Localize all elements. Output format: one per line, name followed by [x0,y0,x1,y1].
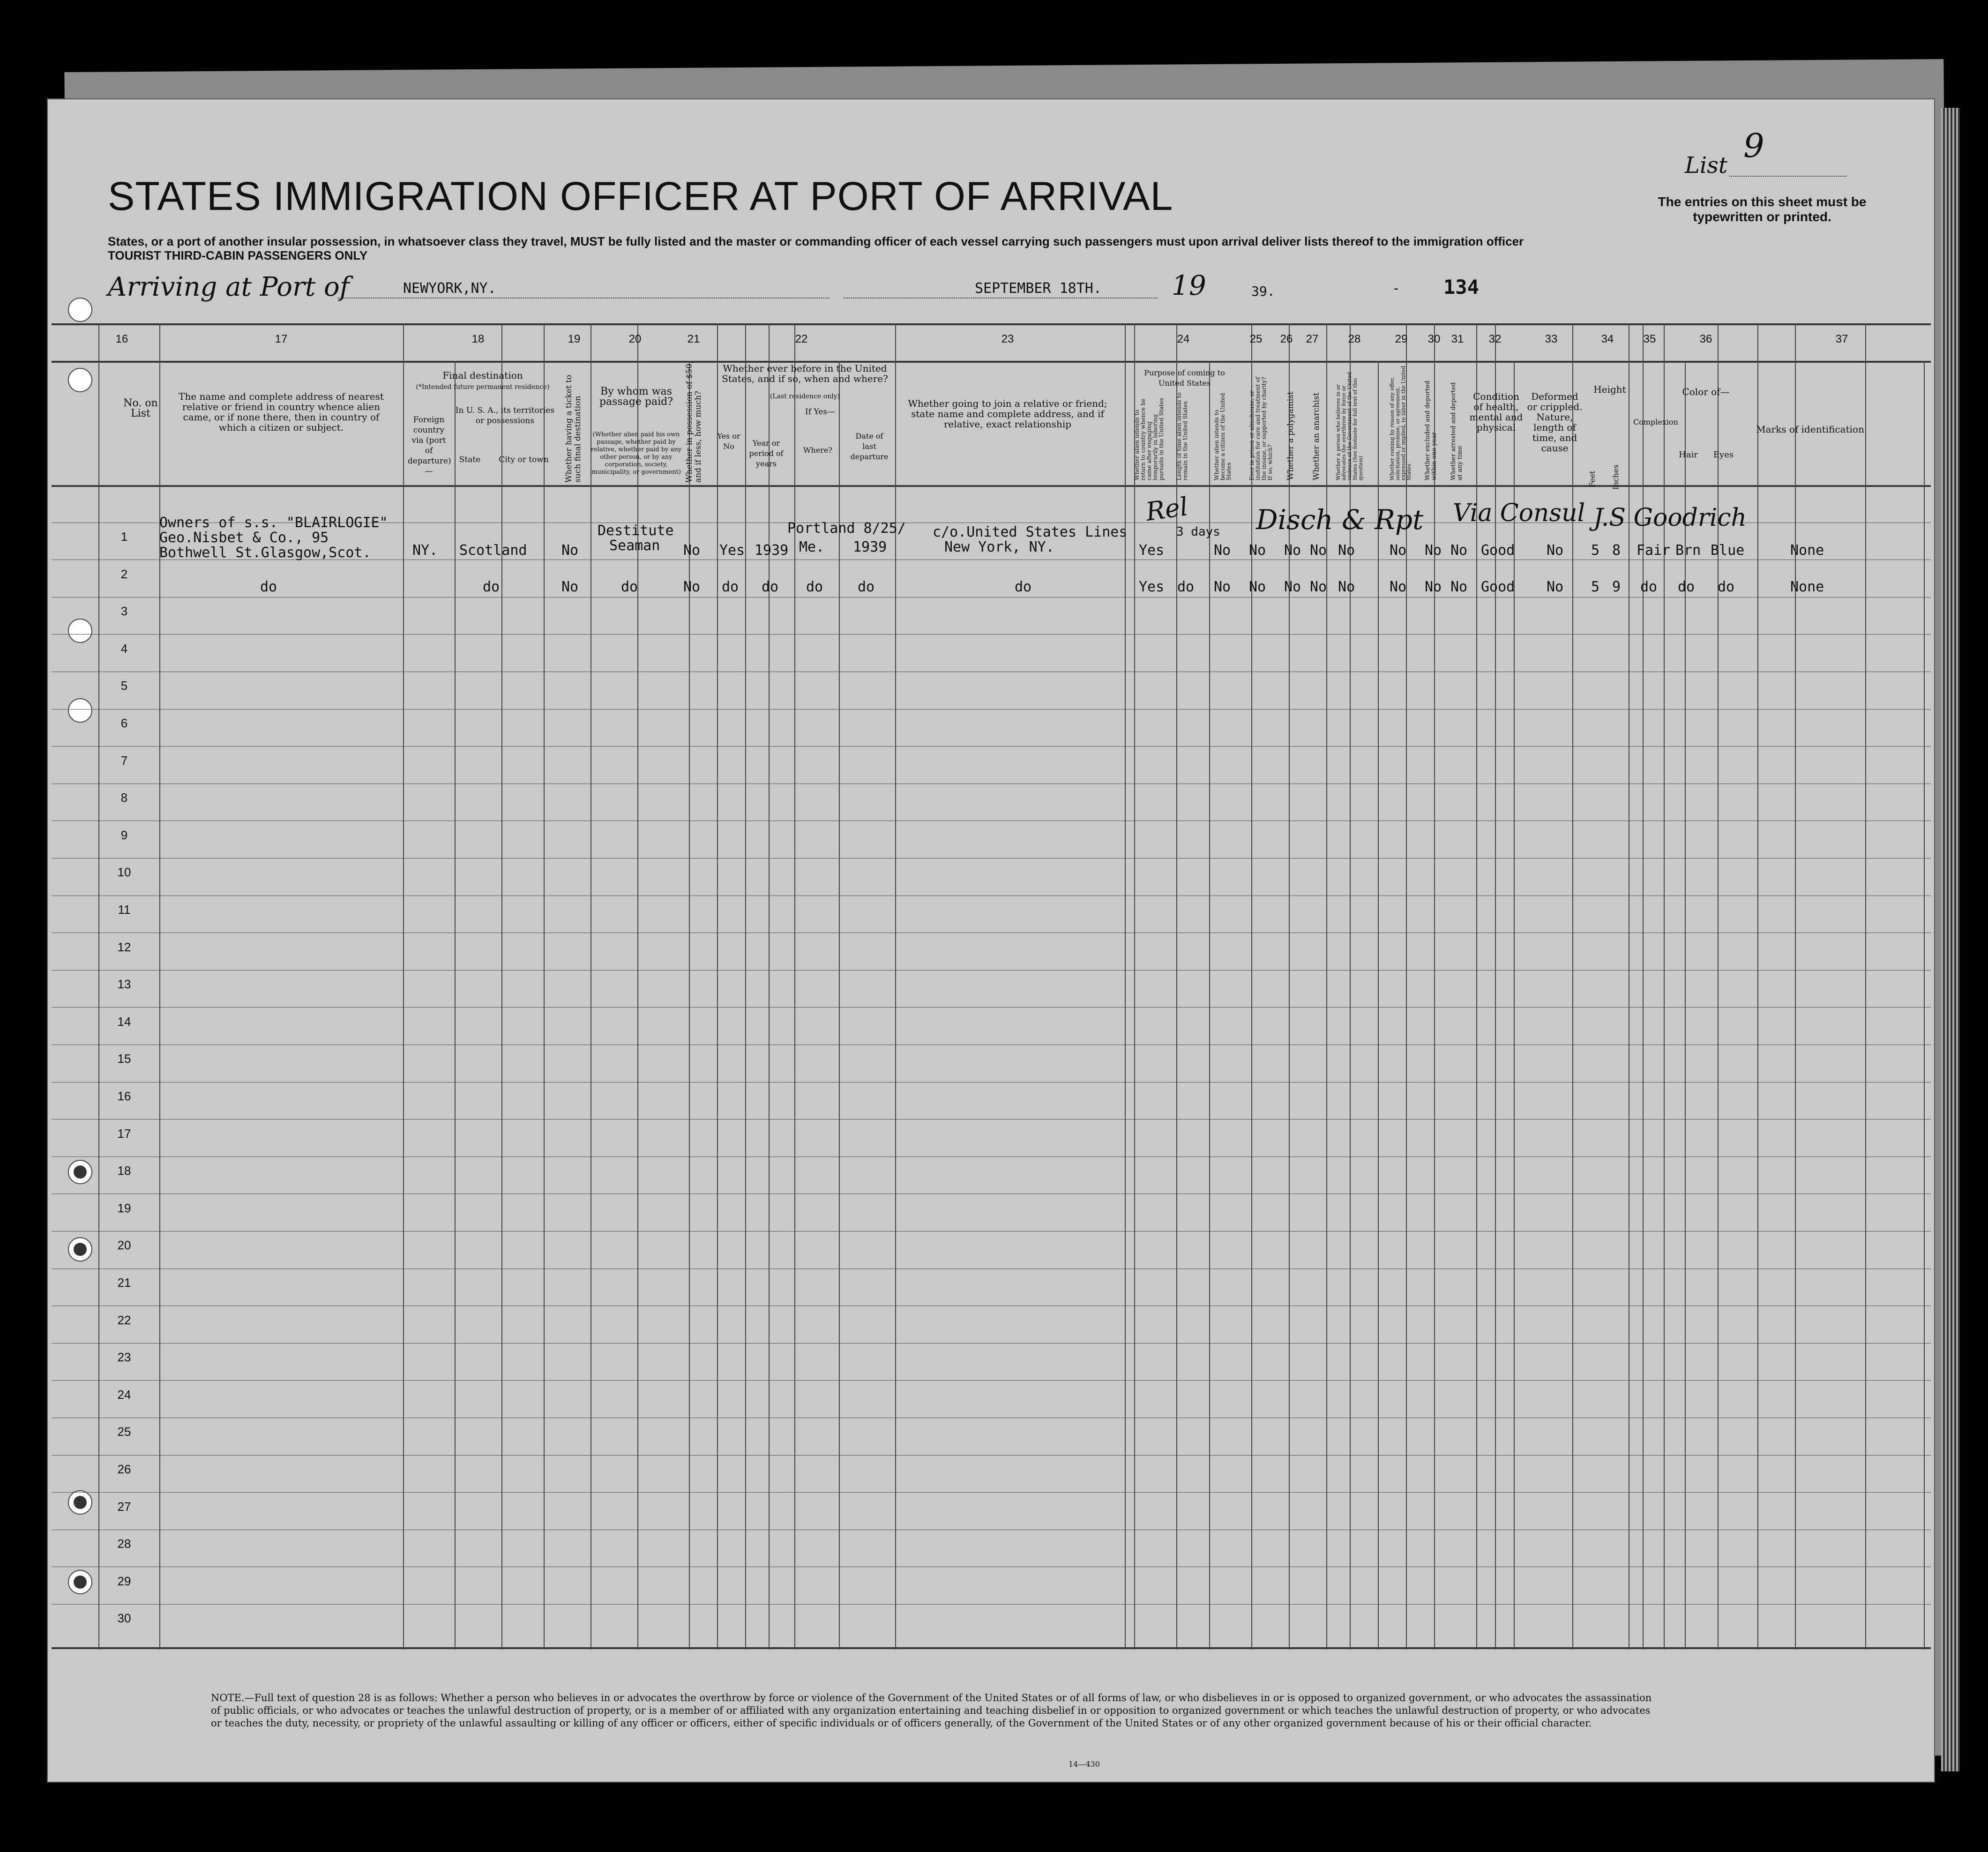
r1-where-line1: Portland 8/25/ [787,520,906,537]
r1-deformed: No [1547,542,1564,559]
row-rule [52,1455,1931,1456]
port-value: NEWYORK,NY. [403,280,496,297]
page-stack-edge [1941,108,1960,1771]
column-rule [544,323,545,1650]
r1-before: Yes [719,542,745,559]
r1-prison: No [1249,542,1266,559]
r1-anarchist: No [1310,542,1327,559]
column-number: 36 [1699,333,1712,345]
r2-join: do [1015,579,1032,595]
r2-purpose-c: No [1214,579,1231,595]
date-value: SEPTEMBER 18TH. [975,280,1102,297]
list-line [1729,176,1846,177]
header-possession-50: Whether in possession of $50, and if less, how much? [685,361,703,483]
column-number: 33 [1545,333,1558,345]
r1-where-line2: Me. [799,539,825,555]
column-rule [403,323,404,1650]
r2-before: do [722,579,739,595]
row-number: 12 [117,940,131,954]
row-rule [52,858,1931,859]
header-feet: Feet [1588,470,1597,487]
handwritten-annotation: Disch & Rpt [1256,504,1424,536]
header-city: City or town [499,455,549,464]
header-overthrow: Whether a person who believes in or advocates the overthrow by force or violence of the Government of the United States (See footnote for full text of this question) [1335,372,1364,480]
entries-note: The entries on this sheet must be typewritten or printed. [1658,194,1867,224]
form-number: 14—430 [1069,1760,1100,1769]
r2-feet: 5 [1591,579,1600,595]
r2-possession: No [683,579,701,595]
header-purpose-a: Whether alien intends to return to country whence he came after engaging temporarily in laboring pursuits in the United States [1134,398,1165,480]
r1-possession: No [683,542,701,559]
r2-overthrow: No [1338,579,1355,595]
header-ever-before: Whether ever before in the United States, and if so, when and where? [722,363,888,384]
column-rule [1125,323,1126,1650]
row-number: 19 [117,1201,131,1215]
r1-health: Good [1481,542,1515,559]
header-final-destination: Final destination [442,370,523,381]
row-number: 26 [117,1462,131,1476]
column-number: 18 [471,333,485,345]
handwritten-annotation: Via Consul [1453,499,1585,527]
r2-passage: do [621,579,638,595]
r2-state: do [483,579,500,595]
column-number: 32 [1488,333,1502,345]
row-number: 4 [120,641,128,656]
header-year-period: Year or period of years [749,439,784,468]
column-number: 21 [687,333,700,345]
footnote: NOTE.—Full text of question 28 is as follows: Whether a person who believes in or advocates the overthrow by force or violence of the Government of the United States or of all forms of law, or who disbelieves in or is opposed to organized government, or who advocates the assassination of public officials, or who advocates or teaches the unlawful destruction of property, or is a member of or affiliated with any organization entertaining and teaching disbelief in or opposition to organized government or which teaches the unlawful destruction of property, or who advocates or teaches the duty, necessity, or propriety of the unlawful assaulting or killing of any officer or officers, either of specific individuals or of officers generally, of the Government of the United States or of any other organized government because of his or their official character. [211,1692,1652,1729]
row-number: 21 [117,1276,131,1290]
r2-year: do [762,579,779,595]
header-eyes: Eyes [1713,450,1734,460]
row-number: 18 [117,1164,131,1178]
row-rule [52,1007,1931,1008]
r2-deformed: No [1547,579,1564,595]
header-color-of: Color of— [1682,386,1730,397]
row-number: 30 [117,1611,131,1626]
row-rule [52,970,1931,971]
r1-relative-line3: Bothwell St.Glasgow,Scot. [159,545,371,561]
r2-purpose-a: Yes [1139,579,1165,595]
column-number: 19 [568,333,581,345]
row-number: 23 [117,1350,131,1365]
row-number: 16 [117,1089,131,1103]
r1-foreign-country: NY. [412,542,438,559]
header-inches: Inches [1611,464,1620,490]
r1-overthrow: No [1338,542,1355,559]
date-line [844,298,1158,299]
column-number: 17 [275,333,288,345]
r2-complexion: do [1640,579,1658,595]
header-purpose: Purpose of coming to United States [1144,368,1225,388]
column-rule [1434,323,1435,1650]
header-final-destination-note: (*Intended future permanent residence) [416,383,550,391]
column-rule [98,323,99,1650]
row-number: 6 [120,716,128,730]
r1-join-line2: New York, NY. [944,539,1054,555]
row-rule [52,1082,1931,1083]
list-label: List [1685,152,1728,179]
header-yes-or-no: Yes or No [717,432,740,451]
row-rule [52,1231,1931,1232]
r2-arrested: No [1450,579,1468,595]
r1-state: Scotland [459,542,527,559]
r2-contract: No [1390,579,1407,595]
column-rule [1865,323,1866,1650]
row-number: 5 [120,679,128,693]
column-rule [1134,323,1135,1650]
header-passage-note: (Whether alien paid his own passage, whether paid by relative, whether paid by any other person, or by any corporation, society, municipality, or government) [590,431,682,476]
header-foreign-country: Foreign country via (port of departure)— [408,415,451,476]
column-rule [769,323,770,1650]
table-rule [52,323,1931,325]
row-number: 2 [120,567,128,581]
column-number: 37 [1835,333,1848,345]
r2-excluded: No [1425,579,1442,595]
r2-relative: do [260,579,277,595]
r1-marks: None [1790,542,1824,559]
column-number: 24 [1177,333,1190,345]
r2-hair: do [1678,579,1695,595]
column-rule [839,361,840,1650]
column-number: 28 [1348,333,1361,345]
column-number: 22 [795,333,808,345]
column-number: 31 [1451,333,1464,345]
header-arrested: Whether arrested and deported at any time [1450,382,1464,480]
header-if-yes: If Yes— [805,407,835,417]
r1-passage-line2: Seaman [609,538,660,554]
table-rule [52,1647,1931,1649]
header-ticket: Whether having a ticket to such final destination [564,374,583,483]
row-number: 20 [117,1238,131,1253]
r1-complexion: Fair [1637,542,1671,559]
r2-prison: No [1249,579,1266,595]
column-number: 16 [115,333,128,345]
header-last-residence: (Last residence only) [770,393,840,400]
column-rule [717,323,718,1650]
header-purpose-c: Whether alien intends to become a citizen of the United States [1213,393,1232,480]
column-rule [1795,323,1796,1650]
column-rule [590,323,591,1650]
column-rule [745,323,746,1650]
arriving-label: Arriving at Port of [108,272,350,302]
column-number: 29 [1395,333,1408,345]
column-number: 26 [1280,333,1293,345]
header-state: State [459,455,481,464]
r1-ticket: No [561,542,579,559]
r1-eyes: Blue [1711,542,1745,559]
r2-inches: 9 [1612,579,1621,595]
row-number: 15 [117,1052,131,1066]
header-prison: Ever in prison or almshouse, or institution for care and treatment of the insane, or supported by charity? If so, which? [1248,377,1273,480]
year-prefix: 19 [1172,269,1206,301]
row-number: 3 [120,604,128,619]
r1-hair: Brn [1675,542,1701,559]
r2-polygamist: No [1284,579,1301,595]
r2-ticket: No [561,579,579,595]
row-number: 27 [117,1499,131,1514]
r2-eyes: do [1718,579,1735,595]
r2-where: do [806,579,823,595]
column-rule [1378,361,1379,1650]
r1-polygamist: No [1284,542,1301,559]
handwritten-annotation: J.S Goodrich [1593,504,1747,532]
r2-health: Good [1481,579,1515,595]
handwritten-annotation: Rel [1144,492,1190,527]
r1-purpose-c: No [1214,542,1231,559]
row-number: 11 [118,903,131,917]
r1-departure: 1939 [853,539,887,555]
r1-purpose-a: Yes [1139,542,1165,559]
row-rule [52,1380,1931,1381]
binder-hole [68,298,92,322]
header-health: Condition of health, mental and physical [1469,391,1523,433]
column-number: 25 [1249,333,1263,345]
year-suffix: 39. [1251,284,1275,299]
header-purpose-b: Length of time alien intends to remain in the United States [1176,392,1188,480]
r2-anarchist: No [1310,579,1327,595]
page-number: 134 [1443,276,1479,299]
row-number: 24 [117,1387,131,1402]
r1-year: 1939 [755,542,789,559]
r1-relative-line1: Owners of s.s. "BLAIRLOGIE" [159,515,388,531]
row-number: 8 [120,791,128,805]
row-number: 14 [117,1014,131,1029]
r1-join-line1: c/o.United States Lines [933,524,1128,540]
header-no-on-list: No. on List [123,397,158,419]
r1-passage-line1: Destitute [598,523,674,539]
page-dash: - [1392,280,1401,297]
row-rule [52,1343,1931,1344]
header-join-relative: Whether going to join a relative or friend; state name and complete address, and if relative, exact relationship [908,398,1107,430]
header-anarchist: Whether an anarchist [1312,392,1321,480]
header-passage-paid: By whom was passage paid? [599,386,673,408]
header-in-usa: In U. S. A., its territories or possessions [455,406,555,426]
table-rule [52,361,1931,363]
column-number: 20 [628,333,642,345]
column-number: 27 [1306,333,1319,345]
header-date-last-departure: Date of last departure [850,432,889,461]
row-number: 1 [120,530,128,544]
r2-departure: do [858,579,875,595]
r1-feet: 5 [1591,542,1600,559]
page-title: STATES IMMIGRATION OFFICER AT PORT OF ARRIVAL [108,174,1173,219]
row-number: 22 [117,1313,131,1327]
r2-purpose-b: do [1177,579,1195,595]
row-number: 28 [117,1537,131,1551]
header-excluded: Whether excluded and deported within one year [1424,381,1438,480]
row-rule [52,634,1931,635]
row-number: 13 [117,977,131,992]
column-rule [455,361,456,1650]
header-complexion: Complexion [1633,418,1678,426]
header-polygamist: Whether a polygamist [1286,391,1295,480]
row-number: 29 [117,1574,131,1588]
column-number: 30 [1427,333,1441,345]
column-number: 34 [1601,333,1614,345]
row-rule [52,1119,1931,1120]
header-height: Height [1593,384,1626,395]
column-number: 23 [1001,333,1014,345]
row-number: 25 [117,1425,131,1439]
r1-excluded: No [1425,542,1442,559]
row-number: 10 [117,865,131,880]
column-rule [1251,323,1252,1650]
row-rule [52,746,1931,747]
header-contract-labor: Whether coming by reason of any offer, solicitation, promise, or agreement, expressed or implied, to labor in the United States [1389,366,1412,480]
column-rule [1924,361,1925,1650]
row-number: 7 [120,753,128,768]
header-where: Where? [803,446,832,455]
r2-marks: None [1790,579,1824,595]
column-rule [501,323,502,1650]
header-subtitle: States, or a port of another insular possession, in whatsoever class they travel, MUST be fully listed and the master or commanding officer of each vessel carrying such passengers must upon arrival deliver lists thereof to the immigration officer [108,234,1524,248]
header-deformed: Deformed or crippled. Nature, length of time, and cause [1527,391,1583,454]
column-rule [1209,361,1210,1650]
header-hair: Hair [1679,450,1698,460]
r1-arrested: No [1450,542,1468,559]
r1-inches: 8 [1612,542,1621,559]
class-line: TOURIST THIRD-CABIN PASSENGERS ONLY [108,248,368,262]
port-line [337,298,830,299]
r1-purpose-b: 3 days [1176,525,1220,539]
r1-relative-line2: Geo.Nisbet & Co., 95 [159,530,329,546]
row-rule [52,1604,1931,1605]
r1-contract: No [1390,542,1407,559]
column-rule [1757,323,1758,1650]
row-number: 9 [120,828,128,842]
row-number: 17 [117,1126,131,1141]
column-number: 35 [1643,333,1656,345]
header-nearest-relative: The name and complete address of nearest relative or friend in country whence alien came, or if none there, then in country of which a citizen or subject. [179,391,384,433]
row-rule [52,1492,1931,1493]
list-number: 9 [1743,127,1764,165]
header-marks: Marks of identification [1756,424,1864,435]
